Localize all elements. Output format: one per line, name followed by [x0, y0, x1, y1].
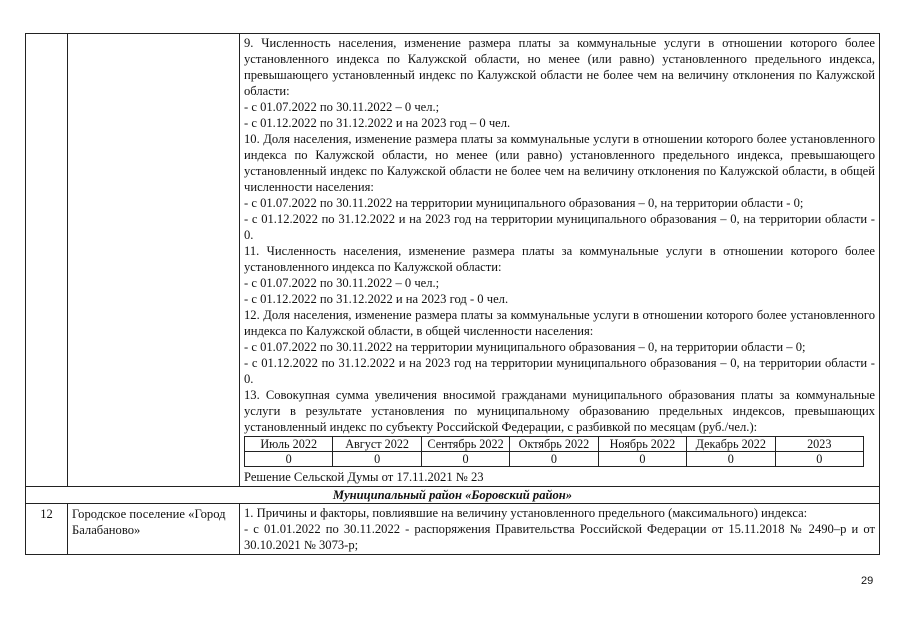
paragraph: 11. Численность населения, изменение размера платы за коммунальные услуги в отношении которого более установленного индекса по Калужской области:: [244, 244, 875, 274]
indices-table: [25, 33, 880, 555]
paragraph: - с 01.12.2022 по 31.12.2022 и на 2023 год на территории муниципального образования – 0, на территории области - 0.: [244, 212, 875, 242]
month-header: Декабрь 2022: [687, 437, 775, 452]
paragraph: 10. Доля населения, изменение размера платы за коммунальные услуги в отношении которого более установленного индекса по Калужской области, но менее (или равно) установленного предельного индекса, превышающего установленный индекс по Калужской области не более чем на величину отклонения по Калужской области, в общей численности населения:: [244, 132, 875, 194]
paragraph: - с 01.07.2022 по 30.11.2022 на территории муниципального образования – 0, на территории области – 0;: [244, 340, 806, 354]
month-value: 0: [775, 452, 863, 467]
month-header: 2023: [775, 437, 863, 452]
district-header: Муниципальный район «Боровский район»: [26, 487, 880, 504]
row-number-cell: [26, 34, 68, 487]
month-value: 0: [687, 452, 775, 467]
month-header: Август 2022: [333, 437, 421, 452]
table-row: [26, 504, 880, 555]
content-cell: [240, 34, 880, 487]
months-header-row: [245, 437, 864, 452]
row-number: 12: [26, 504, 68, 555]
paragraph: - с 01.07.2022 по 30.11.2022 – 0 чел.;: [244, 276, 440, 290]
month-header: Октябрь 2022: [510, 437, 598, 452]
content-cell: [240, 504, 880, 555]
paragraph: - с 01.12.2022 по 31.12.2022 и на 2023 год на территории муниципального образования – 0, на территории области - 0.: [244, 356, 875, 386]
paragraph: - с 01.07.2022 по 30.11.2022 на территории муниципального образования – 0, на территории области - 0;: [244, 196, 804, 210]
month-value: 0: [510, 452, 598, 467]
month-value: 0: [421, 452, 509, 467]
month-value: 0: [598, 452, 686, 467]
months-values-row: [245, 452, 864, 467]
paragraph: - с 01.12.2022 по 31.12.2022 и на 2023 год – 0 чел.: [244, 116, 511, 130]
table-row: [26, 34, 880, 487]
decision-reference: Решение Сельской Думы от 17.11.2021 № 23: [244, 470, 484, 484]
paragraph: 1. Причины и факторы, повлиявшие на величину установленного предельного (максимального) индекса:: [244, 506, 808, 520]
monthly-amounts-table: [244, 436, 864, 467]
paragraph: 12. Доля населения, изменение размера платы за коммунальные услуги в отношении которого более установленного индекса по Калужской области, в общей численности населения:: [244, 308, 875, 338]
page-number: 29: [861, 575, 874, 587]
district-header-row: [26, 487, 880, 504]
paragraph: - с 01.01.2022 по 30.11.2022 - распоряжения Правительства Российской Федерации от 15.11.2018 № 2490–р и от 30.10.2021 № 3073-р;: [244, 522, 875, 552]
month-header: Сентябрь 2022: [421, 437, 509, 452]
month-value: 0: [245, 452, 333, 467]
paragraph: - с 01.07.2022 по 30.11.2022 – 0 чел.;: [244, 100, 440, 114]
month-value: 0: [333, 452, 421, 467]
month-header: Ноябрь 2022: [598, 437, 686, 452]
paragraph: 13. Совокупная сумма увеличения вносимой гражданами муниципального образования платы за коммунальные услуги в результате установления по муниципальному образованию предельных индексов, превышающих установленный индекс по субъекту Российской Федерации, с разбивкой по месяцам (руб./чел.):: [244, 388, 875, 434]
paragraph: - с 01.12.2022 по 31.12.2022 и на 2023 год - 0 чел.: [244, 292, 509, 306]
paragraph: 9. Численность населения, изменение размера платы за коммунальные услуги в отношении которого более установленного индекса по Калужской области, но менее (или равно) установленного предельного индекса, превышающего установленный индекс по Калужской области не более чем на величину отклонения по Калужской области:: [244, 36, 875, 98]
municipality-name: Городское поселение «Город Балабаново»: [68, 504, 240, 555]
municipality-name-cell: [68, 34, 240, 487]
month-header: Июль 2022: [245, 437, 333, 452]
